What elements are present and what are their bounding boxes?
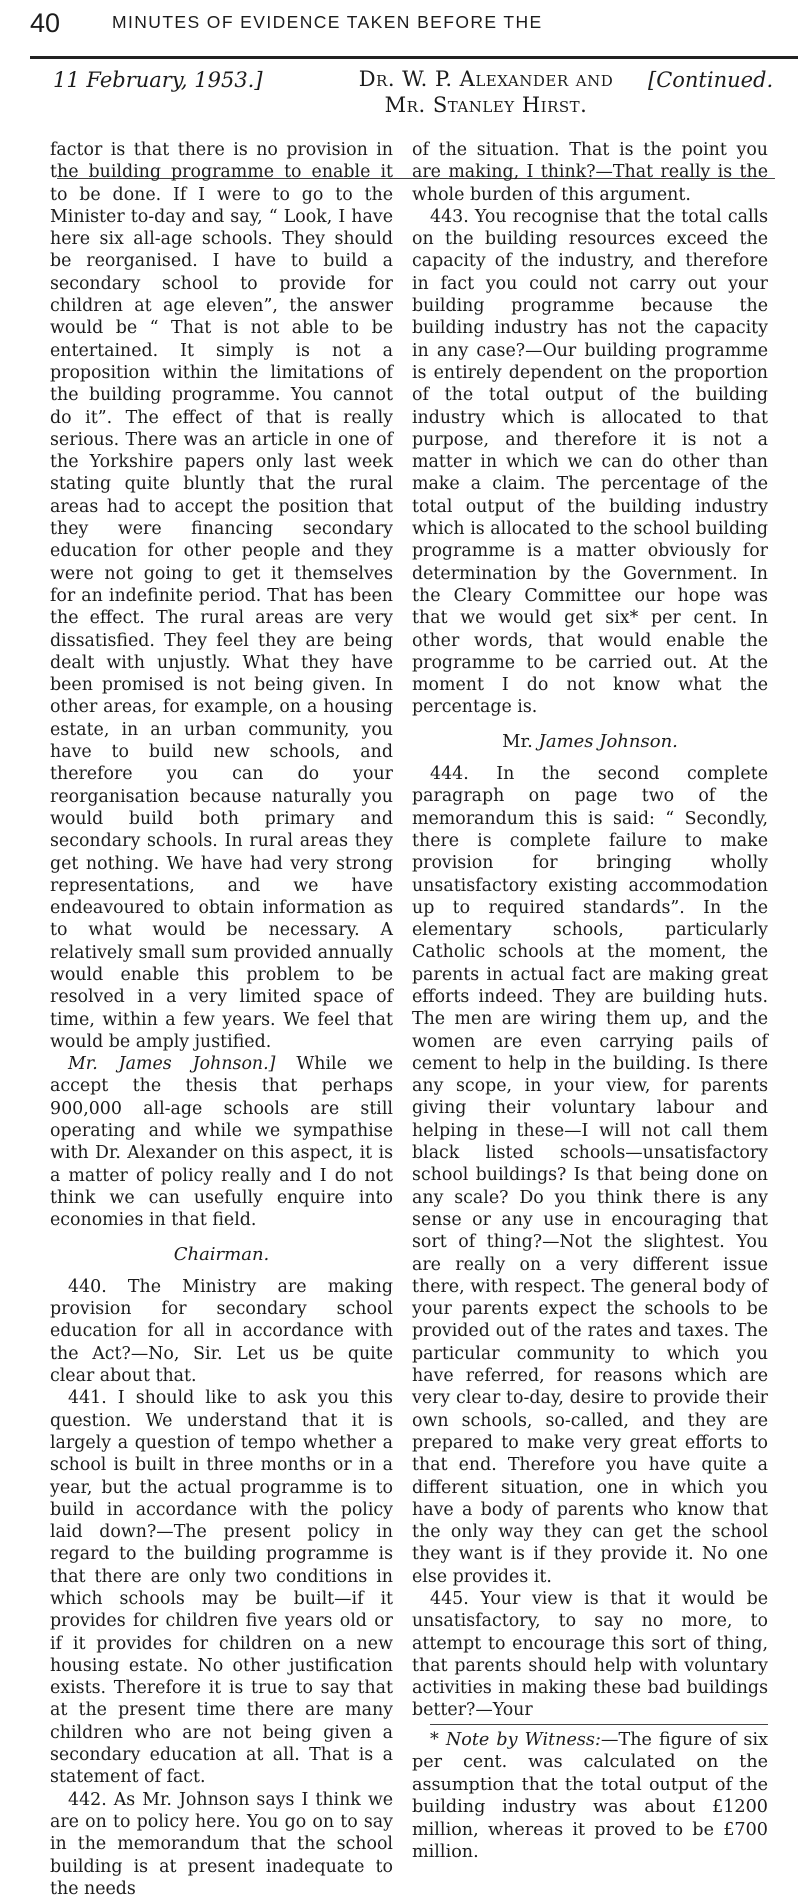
page-header: [0, 0, 800, 58]
speaker-name: James Johnson.: [538, 730, 678, 752]
paragraph: of the situation. That is the point you are making, I think?—That really is the whole burden of this argument.: [412, 140, 768, 205]
inline-speaker: Mr. James Johnson.]: [68, 1054, 276, 1075]
paragraph: [50, 1053, 393, 1231]
question-443: 443. You recognise that the total calls on the building resources exceed the capacity of the industry, and therefore in fact you could not carry out your building programme because the building industry has not the capacity in any case?—Our building programme is entirely dependent on the proportion of the total output of the building industry which is allocated to that purpose, and therefore it is not a matter in which we can do other than make a claim. The percentage of the total output of the building industry which is allocated to the school building programme is a matter obviously for determination by the Government. In the Cleary Committee our hope was that we would get six* per cent. In other words, that would enable the programme to be carried out. At the moment I do not know what the percentage is.: [412, 206, 768, 718]
footnote: [412, 1729, 768, 1864]
speaker-heading: [412, 731, 768, 753]
page-number: 40: [30, 8, 61, 38]
question-442: 442. As Mr. Johnson says I think we are on to policy here. You go on to say in the memorandum that the school building is at present inadequate to the needs: [50, 1789, 393, 1899]
footnote-lead: * Note by Witness:: [430, 1729, 601, 1750]
witness-names: [316, 66, 656, 118]
question-445: 445. Your view is that it would be unsatisfactory, to say no more, to attempt to encourage this sort of thing, that parents should help with voluntary activities in making these bad buildings better?—Your: [412, 1589, 768, 1721]
question-444: 444. In the second complete paragraph on page two of the memorandum this is said: “ Secondly, there is complete failure to make provision for bringing wholly unsatisfactory existing accommodation up to required standards”. In the elementary schools, particularly Catholic schools at the moment, the parents in actual fact are making great efforts indeed. They are building huts. The men are wiring them up, and the women are even carrying pails of cement to help in the building. Is there any scope, in your view, for parents giving their voluntary labour and helping in these—I will not call them black listed schools—unsatisfactory school buildings? Is that being done on any scale? Do you think there is any sense or any use in encouraging that sort of thing?—Not the slightest. You are really on a very different issue there, with respect. The general body of your parents expect the schools to be provided out of the rates and taxes. The particular community to which you have referred, for reasons which are very clear to-day, desire to provide their own schools, so-called, and they are prepared to make very great efforts to that end. Therefore you have quite a different situation, one in which you have a body of parents who know that the only way they can get the school they want is if they provide it. No one else provides it.: [412, 764, 768, 1587]
witness-line-1: Dr. W. P. Alexander and: [358, 67, 614, 91]
session-header: [0, 62, 800, 122]
speaker-heading: Chairman.: [173, 1243, 270, 1265]
paragraph-text: While we accept the thesis that perhaps 900,000 all-age schools are still operating and while we sympathise with Dr. Alexander on this aspect, it is a matter of policy really and I do not think we can usefully enquire into economies in that field.: [50, 1054, 393, 1231]
question-440: 440. The Ministry are making provision for secondary school education for all in accordance with the Act?—No, Sir. Let us be quite clear about that.: [50, 1276, 393, 1387]
footnote-text: —The figure of six per cent. was calculated on the assumption that the total output of the building industry was about £1200 million, whereas it proved to be £700 million.: [412, 1729, 768, 1863]
left-column: [50, 139, 393, 1900]
witness-line-2: Mr. Stanley Hirst.: [384, 93, 588, 117]
footnote-rule: [430, 1724, 768, 1725]
paragraph: factor is that there is no provision in the building programme to enable it to be done. If I were to go to the Minister to-day and say, “ Look, I have here six all-age schools. They should be reorganised. I have to build a secondary school to provide for children at age eleven”, the answer would be “ That is not able to be entertained. It simply is not a proposition within the limitations of the building programme. You cannot do it”. The effect of that is really serious. There was an article in one of the Yorkshire papers only last week stating quite bluntly that the rural areas had to accept the position that they were financing secondary education for other people and they were not going to get it themselves for an indefinite period. That has been the effect. The rural areas are very dissatisfied. They feel they are being dealt with unjustly. What they have been promised is not being given. In other areas, for example, on a housing estate, in an urban community, you have to build new schools, and therefore you can do your reorganisation because naturally you would build both primary and secondary schools. In rural areas they get nothing. We have had very strong representations, and we have endeavoured to obtain information as to what would be necessary. A relatively small sum provided annually would enable this problem to be resolved in a very limited space of time, within a few years. We feel that would be amply justified.: [50, 140, 393, 1052]
speaker-title: Mr.: [502, 730, 539, 752]
running-title: MINUTES OF EVIDENCE TAKEN BEFORE THE: [112, 12, 543, 32]
question-441: 441. I should like to ask you this question. We understand that it is largely a question of tempo whether a school is built in three months or in a year, but the actual programme is to build in accordance with the policy laid down?—The present policy in regard to the building programme is that there are only two conditions in which schools may be built—if it provides for children five years old or if it provides for children on a new housing estate. No other justification exists. Therefore it is true to say that at the present time there are many children who are not being given a secondary education at all. That is a statement of fact.: [50, 1388, 393, 1788]
continued-label: [Continued.: [648, 68, 774, 92]
header-rule: [30, 56, 798, 59]
session-date: 11 February, 1953.]: [53, 68, 263, 92]
right-column: [412, 139, 768, 1864]
